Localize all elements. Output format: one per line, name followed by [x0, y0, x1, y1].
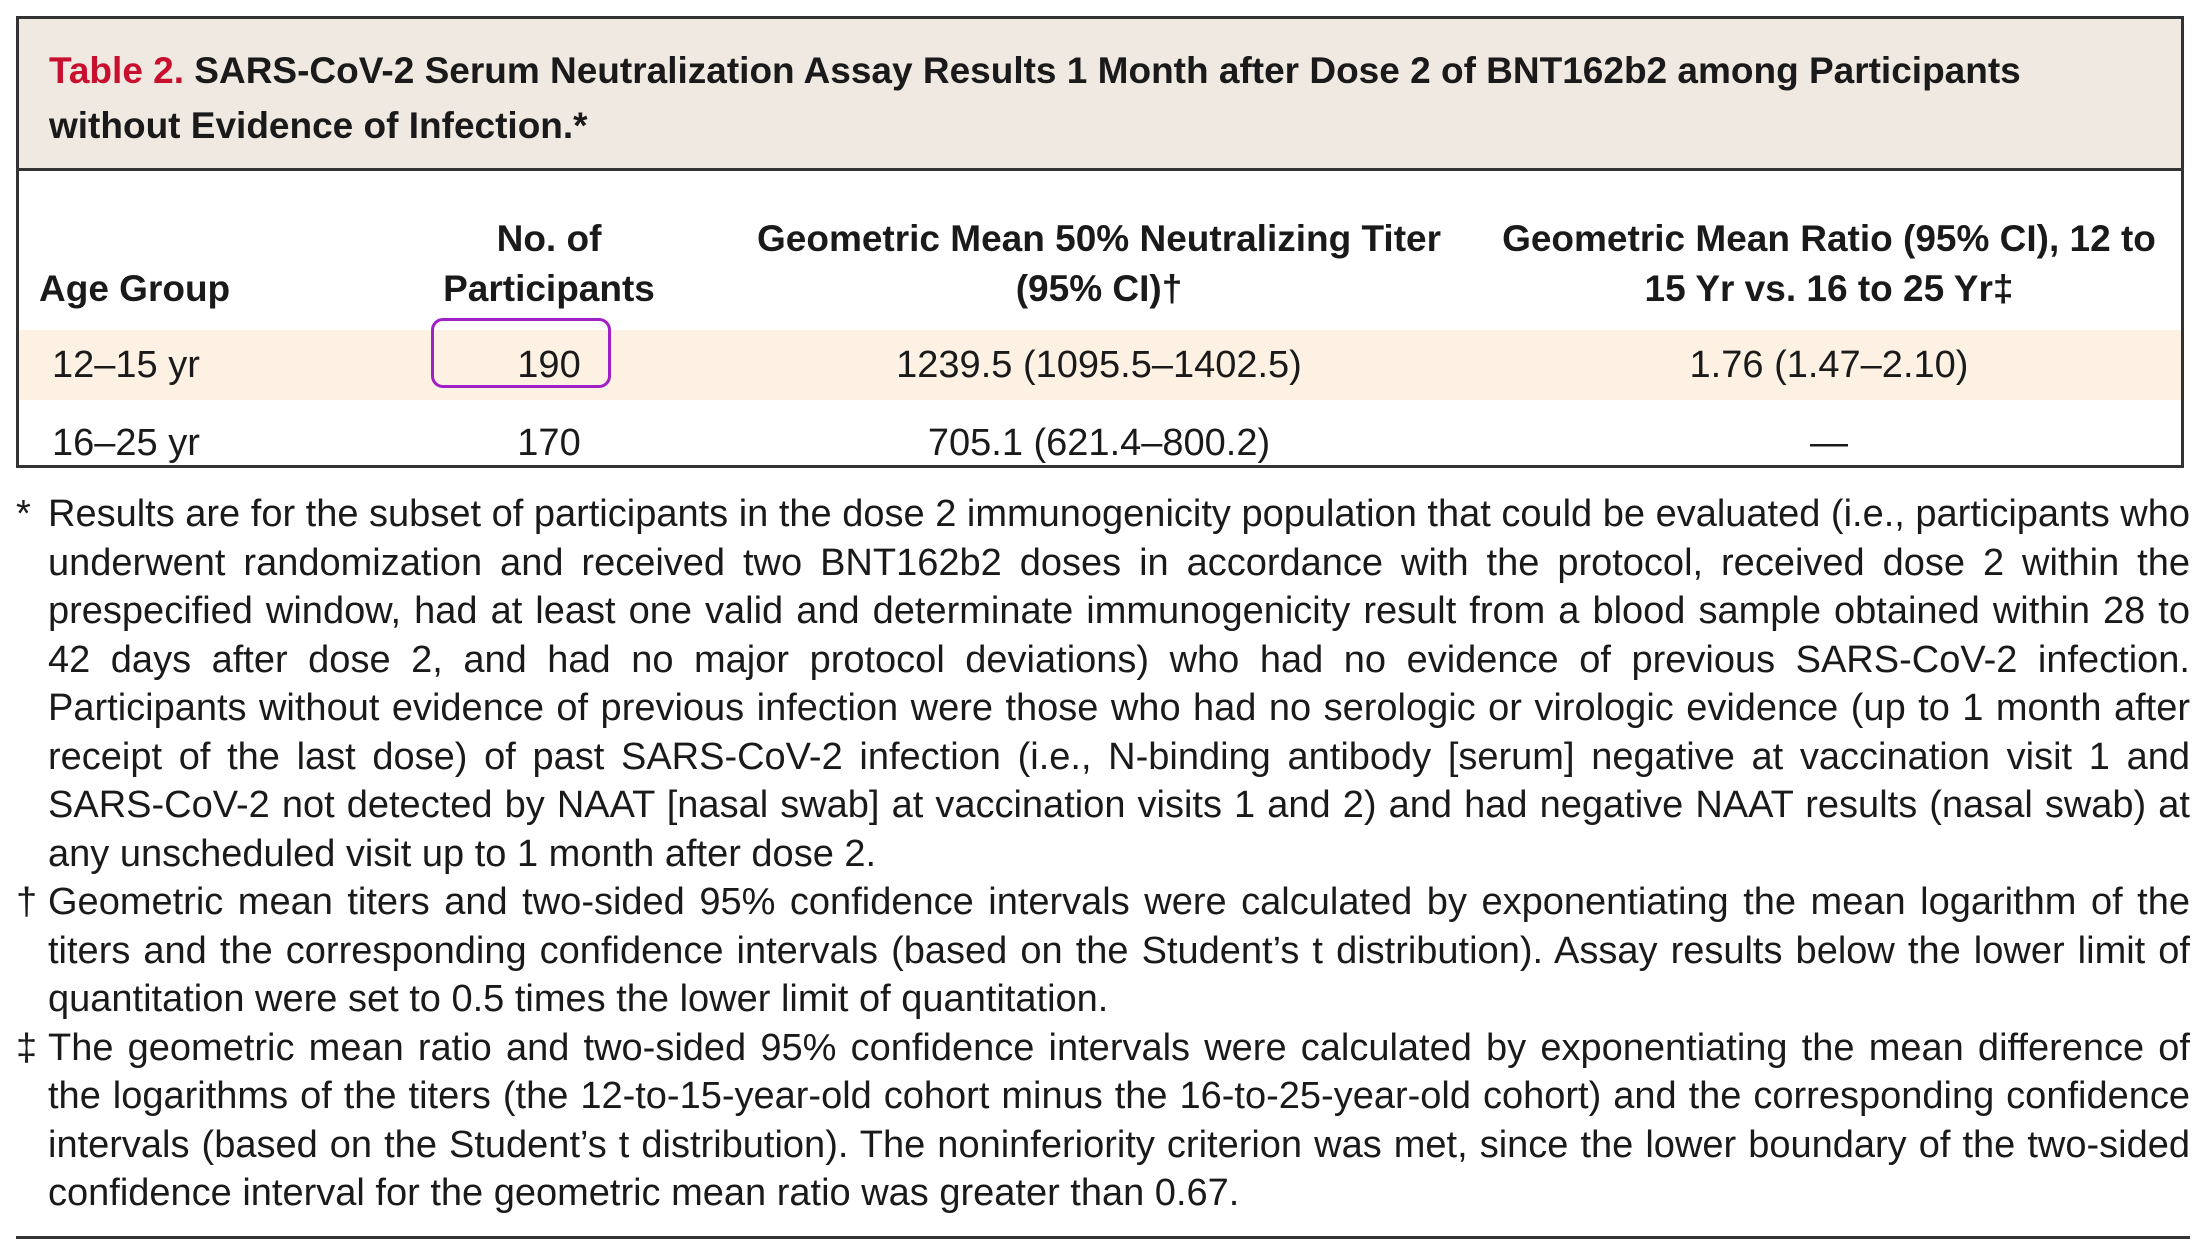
results-table: [16, 16, 2184, 468]
footnotes: [16, 490, 2190, 1218]
header-age-group: Age Group: [39, 268, 231, 309]
footnote-text: The geometric mean ratio and two-sided 95% confidence intervals were calculated by exponentiating the mean difference of the logarithms of the titers (the 12-to-15-year-old cohort minus the 16-to-25-year-old cohort) and the corresponding confidence intervals (based on the Student’s t distribution). The noninferiority criterion was met, since the lower boundary of the two-sided confidence interval for the geometric mean ratio was greater than 0.67.: [48, 1026, 2190, 1214]
header-titer: Geometric Mean 50% Neutralizing Titer (95% CI)†: [756, 218, 1441, 309]
header-participants: No. of Participants: [443, 218, 655, 309]
footnote: [16, 878, 2190, 1024]
header-ratio: Geometric Mean Ratio (95% CI), 12 to 15 Yr vs. 16 to 25 Yr‡: [1502, 218, 2156, 309]
bottom-rule: [16, 1236, 2190, 1239]
row-ratio: —: [1810, 422, 1848, 464]
footnote-text: Geometric mean titers and two-sided 95% confidence intervals were calculated by exponentiating the mean logarithm of the titers and the corresponding confidence intervals (based on the Student’s t distribution). Assay results below the lower limit of quantitation were set to 0.5 times the lower limit of quantitation.: [48, 881, 2190, 1020]
table-row: [19, 408, 2181, 478]
row-titer: 1239.5 (1095.5–1402.5): [896, 344, 1302, 386]
row-participants: 190: [517, 344, 581, 386]
table-label: Table 2.: [49, 50, 185, 91]
highlight-box: [431, 318, 611, 388]
footnote-text: Results are for the subset of participants in the dose 2 immunogenicity population that could be evaluated (i.e., participants who underwent randomization and received two BNT162b2 doses in accordance with the protocol, received dose 2 within the prespecified window, had at least one valid and determinate immunogenicity result from a blood sample obtained within 28 to 42 days after dose 2, and had no major protocol deviations) who had no evidence of previous SARS-CoV-2 infection. Participants without evidence of previous infection were those who had no serologic or virologic evidence (up to 1 month after receipt of the last dose) of past SARS-CoV-2 infection (i.e., N-binding antibody [serum] negative at vaccination visit 1 and SARS-CoV-2 not detected by NAAT [nasal swab] at vaccination visits 1 and 2) and had negative NAAT results (nasal swab) at any unscheduled visit up to 1 month after dose 2.: [48, 493, 2190, 875]
row-age-group: 16–25 yr: [52, 422, 200, 464]
footnote: [16, 490, 2190, 878]
footnote: [16, 1024, 2190, 1218]
row-titer: 705.1 (621.4–800.2): [927, 422, 1271, 464]
row-ratio: 1.76 (1.47–2.10): [1689, 344, 1969, 386]
table-caption: [19, 19, 2181, 171]
footnote-symbol: ‡: [16, 1026, 38, 1069]
row-participants: 170: [517, 422, 581, 464]
row-age-group: 12–15 yr: [52, 344, 200, 386]
table-title: SARS-CoV-2 Serum Neutralization Assay Results 1 Month after Dose 2 of BNT162b2 among Participants without Evidence of Infection.*: [49, 50, 2021, 146]
footnote-symbol: *: [16, 493, 31, 535]
footnote-symbol: †: [16, 881, 38, 923]
table-row: [19, 330, 2181, 400]
